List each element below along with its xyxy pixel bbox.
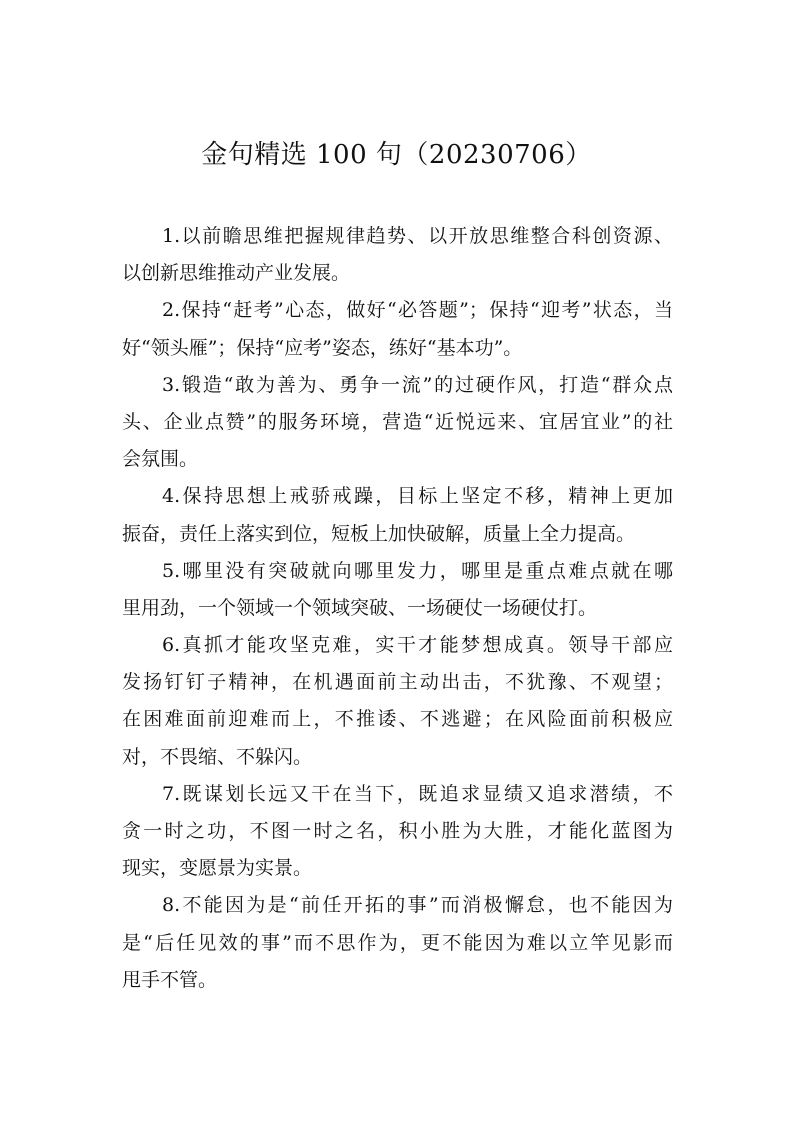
paragraph-line: 4.保持思想上戒骄戒躁，目标上坚定不移，精神上更加 xyxy=(162,485,673,508)
paragraph-line: 甩手不管。 xyxy=(122,968,218,991)
document-body xyxy=(122,218,673,999)
paragraph-line: 以创新思维推动产业发展。 xyxy=(122,262,351,285)
paragraph-line: 在困难面前迎难而上，不推诿、不逃避；在风险面前积极应 xyxy=(122,708,673,731)
paragraph-line: 振奋，责任上落实到位，短板上加快破解，质量上全力提高。 xyxy=(122,522,636,545)
paragraph-line: 好“领头雁”；保持“应考”姿态，练好“基本功”。 xyxy=(122,336,523,359)
paragraph-line: 会氛围。 xyxy=(122,448,199,471)
paragraph-line: 里用劲，一个领域一个领域突破、一场硬仗一场硬仗打。 xyxy=(122,596,598,619)
paragraph-line: 8.不能因为是“前任开拓的事”而消极懈怠，也不能因为 xyxy=(162,894,673,917)
quote-paragraph xyxy=(122,478,673,552)
quote-paragraph xyxy=(122,218,673,292)
quote-paragraph xyxy=(122,553,673,627)
paragraph-line: 7.既谋划长远又干在当下，既追求显绩又追求潜绩，不 xyxy=(162,782,673,805)
paragraph-line: 是“后任见效的事”而不思作为，更不能因为难以立竿见影而 xyxy=(122,931,673,954)
paragraph-line: 5.哪里没有突破就向哪里发力，哪里是重点难点就在哪 xyxy=(162,559,673,582)
paragraph-line: 1.以前瞻思维把握规律趋势、以开放思维整合科创资源、 xyxy=(162,225,673,247)
paragraph-line: 对，不畏缩、不躲闪。 xyxy=(122,745,313,768)
paragraph-line: 现实，变愿景为实景。 xyxy=(122,857,313,880)
paragraph-line: 2.保持“赶考”心态，做好“必答题”；保持“迎考”状态，当 xyxy=(162,299,673,322)
quote-paragraph xyxy=(122,627,673,776)
paragraph-line: 发扬钉钉子精神，在机遇面前主动出击，不犹豫、不观望； xyxy=(122,671,673,694)
paragraph-line: 头、企业点赞”的服务环境，营造“近悦远来、宜居宜业”的社 xyxy=(122,410,673,433)
document-title: 金句精选 100 句（20230706） xyxy=(201,140,592,170)
quote-paragraph xyxy=(122,887,673,999)
quote-paragraph xyxy=(122,367,673,479)
paragraph-line: 6.真抓才能攻坚克难，实干才能梦想成真。领导干部应 xyxy=(162,634,673,657)
paragraph-line: 3.锻造“敢为善为、勇争一流”的过硬作风，打造“群众点 xyxy=(162,373,673,396)
paragraph-line: 贪一时之功，不图一时之名，积小胜为大胜，才能化蓝图为 xyxy=(122,820,673,842)
quote-paragraph xyxy=(122,776,673,888)
quote-paragraph xyxy=(122,292,673,366)
